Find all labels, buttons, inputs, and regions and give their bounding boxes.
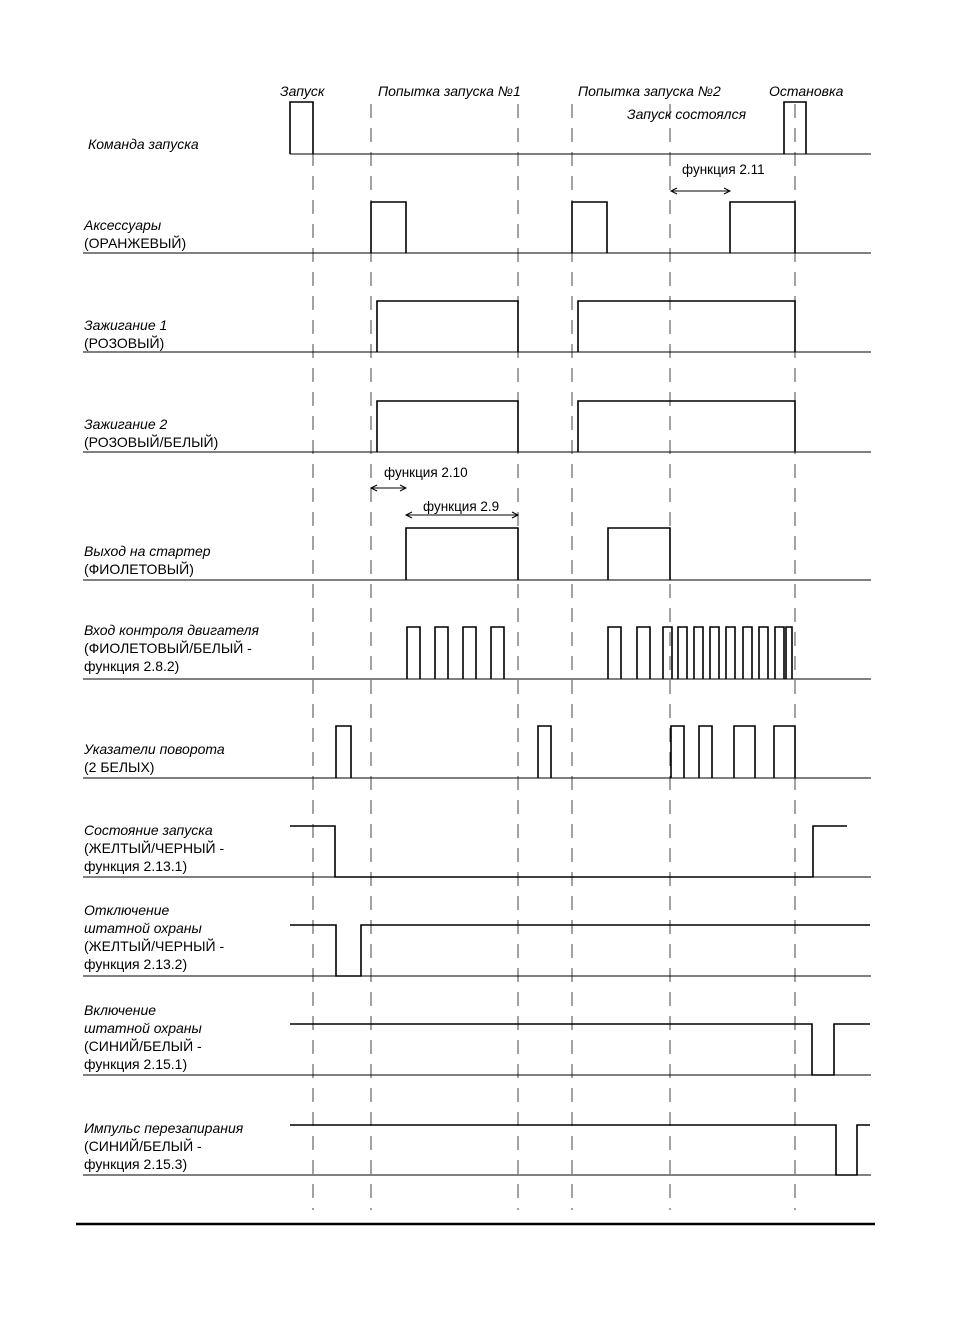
wave-starter-a (406, 528, 518, 580)
signal-label-line: (СИНИЙ/БЕЛЫЙ - (84, 1138, 202, 1154)
signal-label-accessories (83, 217, 186, 251)
signal-labels (83, 136, 260, 1172)
signal-label-line: (РОЗОВЫЙ/БЕЛЫЙ) (84, 434, 219, 450)
signal-label-line: Состояние запуска (84, 822, 213, 838)
signal-label-line: Отключение (84, 902, 170, 918)
signal-label-line: Указатели поворота (84, 741, 225, 757)
signal-label-line: функция 2.15.3) (84, 1156, 188, 1172)
event-label-stop: Остановка (769, 83, 844, 99)
signal-label-line: (РОЗОВЫЙ) (84, 335, 165, 351)
wave-accessories-3 (730, 202, 795, 253)
signal-label-line: штатной охраны (84, 1020, 202, 1036)
signal-label-line: функция 2.13.1) (84, 858, 188, 874)
wave-ignition-2-b (578, 401, 795, 452)
engine-pulse (435, 627, 448, 679)
event-label-zapusk: Запуск (280, 83, 325, 99)
interval-label-f29: функция 2.9 (423, 499, 500, 514)
engine-pulse (663, 627, 672, 679)
signal-label-line: (2 БЕЛЫХ) (84, 759, 155, 775)
time-marker-lines (313, 104, 795, 1210)
engine-pulse (710, 627, 719, 679)
interval-label-f211: функция 2.11 (682, 162, 765, 177)
signal-label-alarm-enable (84, 1002, 202, 1072)
turn-pulse (774, 726, 795, 778)
signal-label-starter-output (84, 543, 211, 577)
engine-pulse (726, 627, 735, 679)
signal-label-alarm-disable (84, 902, 224, 972)
wave-start-state (290, 826, 847, 877)
wave-turn-signals (336, 726, 795, 778)
signal-label-ignition-1 (84, 317, 167, 351)
signal-label-start-command (88, 136, 199, 152)
signal-label-line: Включение (84, 1002, 157, 1018)
event-label-try1: Попытка запуска №1 (378, 83, 521, 99)
engine-pulse (608, 627, 621, 679)
engine-pulse (786, 627, 792, 679)
waveforms (290, 102, 870, 1175)
signal-label-line: Аксессуары (84, 217, 162, 233)
engine-pulse (694, 627, 703, 679)
wave-alarm-disable (290, 925, 870, 976)
signal-label-line: Зажигание 2 (84, 416, 168, 432)
signal-label-engine-control-input (84, 622, 260, 674)
event-label-try2: Попытка запуска №2 (578, 83, 721, 99)
wave-ignition-1-b (578, 301, 795, 352)
engine-pulse (743, 627, 752, 679)
signal-label-line: функция 2.13.2) (84, 956, 188, 972)
wave-ignition-1-a (377, 301, 518, 352)
engine-pulse (775, 627, 784, 679)
wave-start-command (290, 102, 313, 154)
turn-pulse (699, 726, 712, 778)
signal-label-line: Импульс перезапирания (84, 1120, 244, 1136)
signal-label-line: Команда запуска (88, 136, 199, 152)
event-label-started: Запуск состоялся (627, 106, 747, 122)
signal-label-turn-signals (83, 741, 225, 775)
signal-label-ignition-2 (84, 416, 218, 450)
signal-label-relock-pulse (84, 1120, 244, 1172)
engine-pulse (637, 627, 650, 679)
engine-pulse (407, 627, 420, 679)
turn-pulse (671, 726, 684, 778)
wave-engine-control (407, 627, 792, 679)
wave-accessories-2 (572, 202, 607, 253)
signal-label-line: функция 2.15.1) (84, 1056, 188, 1072)
signal-label-line: (ФИОЛЕТОВЫЙ/БЕЛЫЙ - (84, 640, 252, 656)
signal-label-line: (ОРАНЖЕВЫЙ) (84, 235, 187, 251)
wave-alarm-enable (290, 1024, 870, 1075)
turn-pulse (336, 726, 351, 778)
signal-label-line: (ЖЕЛТЫЙ/ЧЕРНЫЙ - (84, 840, 225, 856)
signal-label-line: Вход контроля двигателя (84, 622, 259, 638)
signal-label-line: (ЖЕЛТЫЙ/ЧЕРНЫЙ - (84, 938, 225, 954)
signal-label-line: (СИНИЙ/БЕЛЫЙ - (84, 1038, 202, 1054)
engine-pulse (491, 627, 504, 679)
engine-pulse (463, 627, 476, 679)
signal-label-line: (ФИОЛЕТОВЫЙ) (84, 561, 194, 577)
signal-label-line: штатной охраны (84, 920, 202, 936)
interval-label-f210: функция 2.10 (384, 465, 468, 480)
signal-label-line: функция 2.8.2) (84, 658, 180, 674)
turn-pulse (734, 726, 755, 778)
wave-starter-b (608, 528, 670, 580)
wave-accessories-1 (371, 202, 406, 253)
interval-labels (384, 162, 765, 514)
engine-pulse (678, 627, 687, 679)
signal-label-start-state (84, 822, 224, 874)
wave-ignition-2-a (377, 401, 518, 452)
turn-pulse (538, 726, 551, 778)
event-labels (280, 83, 844, 122)
signal-label-line: Зажигание 1 (84, 317, 168, 333)
engine-pulse (759, 627, 768, 679)
wave-relock-pulse (290, 1125, 870, 1175)
signal-label-line: Выход на стартер (84, 543, 211, 559)
